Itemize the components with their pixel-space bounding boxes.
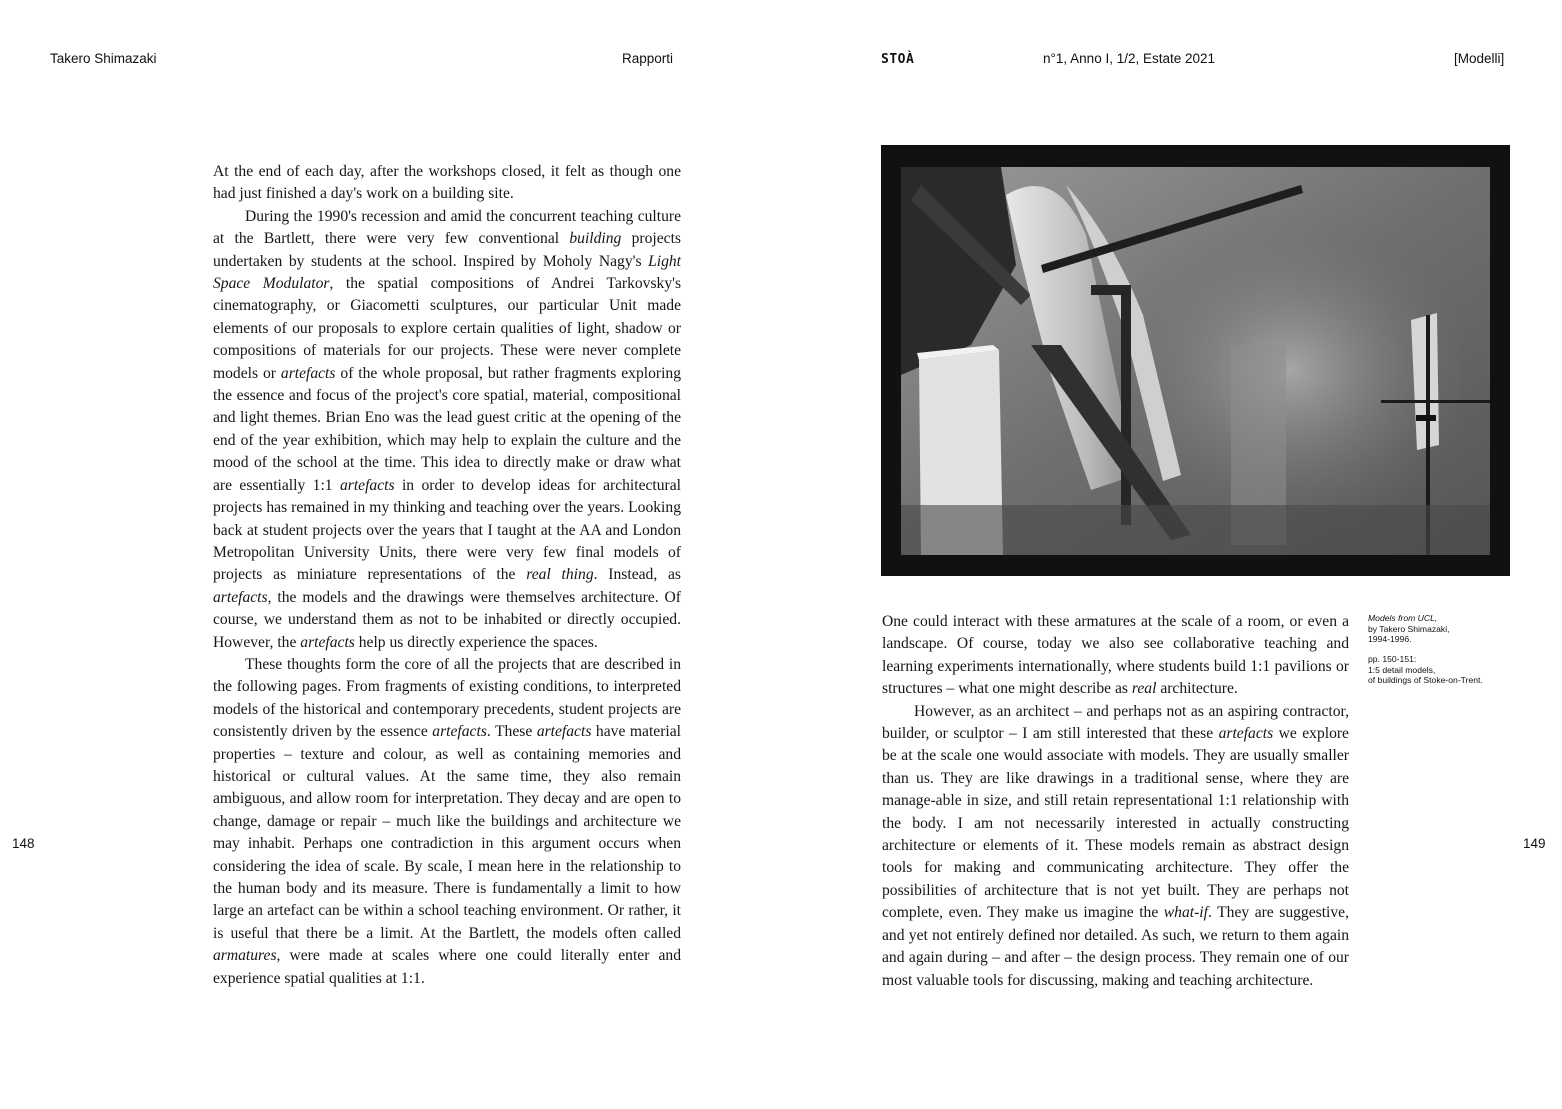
italic-run: artefacts [536,723,592,741]
right-column-text [882,611,1349,992]
italic-run: armatures [213,947,277,965]
caption-title: Models from UCL, [1368,613,1438,623]
italic-run: artefacts [213,588,268,606]
caption-line: by Takero Shimazaki, [1368,623,1450,634]
photo-caption-2 [1368,654,1518,686]
italic-run: artefacts [339,476,395,494]
text-run: projects undertaken by students at the school. Inspired by Moholy Nagy's [213,230,681,270]
paragraph [213,161,681,206]
text-run: At the end of each day, after the workshops closed, it felt as though one had just finished a day's work on a building site. [213,163,681,203]
caption-line: 1:5 detail models, [1368,664,1436,675]
text-run: However, as an architect – and perhaps not as an aspiring contractor, builder, or sculptor – I am still interested that these [882,702,1349,743]
italic-run: artefacts [280,364,336,382]
italic-run: artefacts [432,723,487,741]
page-number-left: 148 [12,836,35,851]
text-run: architecture. [1156,680,1238,698]
stand-arm [1381,400,1490,403]
italic-run: Light Space Modulator [213,252,681,293]
caption-line: pp. 150-151: [1368,654,1417,664]
text-run: During the 1990's recession and amid the concurrent teaching culture at the Bartlett, there were very few conventional [213,207,681,248]
text-run: , the models and the drawings were themselves architecture. Of course, we understand them as not to be inhabited or directly occupied. However, the [213,588,681,651]
italic-run: artefacts [300,633,355,651]
floor-shadow [901,505,1490,555]
paragraph [213,206,681,654]
stand-clamp [1416,415,1436,421]
text-run: , were made at scales where one could literally enter and experience spatial qualities at 1:1. [213,947,681,987]
italic-run: real [1131,680,1157,698]
text-run: , the spatial compositions of Andrei Tarkovsky's cinematography, or Giacometti sculptures, our particular Unit made elements of our proposals to explore certain qualities of light, shadow or compositions of materials for our projects. These were never complete models or [213,275,682,382]
paragraph [882,701,1349,992]
text-run: One could interact with these armatures at the scale of a room, or even a landscape. Of course, today we also see collaborative teaching and learning experiments internationally, where students build 1:1 pavilions or structures – what one might describe as [882,613,1349,698]
header-author: Takero Shimazaki [50,51,157,66]
text-run: we explore be at the scale one would associate with models. They are usually smaller than us. They are like drawings in a traditional sense, where they are manage-able in size, and still retain representational 1:1 relationship with the body. I am not necessarily interested in actually constructing architecture or elements of it. These models remain as abstract design tools for making and communicating architecture. They offer the possibilities of architecture that is not yet built. They are perhaps not complete, even. They make us imagine the [882,725,1349,922]
photo-caption-1 [1368,613,1518,645]
italic-run: what-if [1163,904,1208,922]
italic-run: artefacts [1218,725,1274,743]
caption-line: 1994-1996. [1368,634,1412,644]
text-run: . These [486,723,537,741]
model-photograph [881,145,1510,576]
caption-line: of buildings of Stoke-on-Trent. [1368,675,1483,685]
text-run: of the whole proposal, but rather fragments exploring the essence and focus of the project's core spatial, material, compositional and light themes. Brian Eno was the lead guest critic at the opening of the end of the year exhibition, which may help to explain the culture and the mood of the school at the time. This idea to directly make or draw what are essentially 1:1 [213,364,681,494]
italic-run: building [569,230,622,248]
italic-run: real thing [526,566,594,584]
text-run: . They are suggestive, and yet not entirely defined nor detailed. As such, we return to them again and again during – and after – the design process. They remain one of our most valuable tools for discussing, making and teaching architecture. [882,904,1349,989]
header-section-left: Rapporti [622,51,674,66]
text-run: in order to develop ideas for architectural projects has remained in my thinking and teaching over the years. Looking back at student projects over the years that I taught at the AA and London Metropolitan University Units, there were very few final models of projects as miniature representations of the [213,476,682,584]
header-issue: n°1, Anno I, 1/2, Estate 2021 [1043,51,1216,66]
text-run: . Instead, as [593,566,682,584]
header-section-right: [Modelli] [1454,51,1505,66]
paragraph [213,654,681,990]
paragraph [882,611,1349,701]
page-number-right: 149 [1523,836,1546,851]
text-run: help us directly experience the spaces. [354,633,598,651]
text-run: These thoughts form the core of all the projects that are described in the following pages. From fragments of existing conditions, to interpreted models of the historical and contemporary precedents, student projects are consistently driven by the essence [213,655,681,741]
left-column-text [213,161,681,990]
text-run: have material properties – texture and colour, as well as containing memories and historical or cultural values. At the same time, they also remain ambiguous, and allow room for interpretation. They decay and are open to change, damage or repair – much like the buildings and architecture we may inhabit. Perhaps one contradiction in this argument occurs when considering the idea of scale. By scale, I mean here in the relationship to the human body and its measure. There is fundamentally a limit to how large an artefact can be within a school teaching environment. Or rather, it is useful that there be a limit. At the Bartlett, the models often called [213,723,681,942]
journal-logo: STOÀ [881,52,915,67]
